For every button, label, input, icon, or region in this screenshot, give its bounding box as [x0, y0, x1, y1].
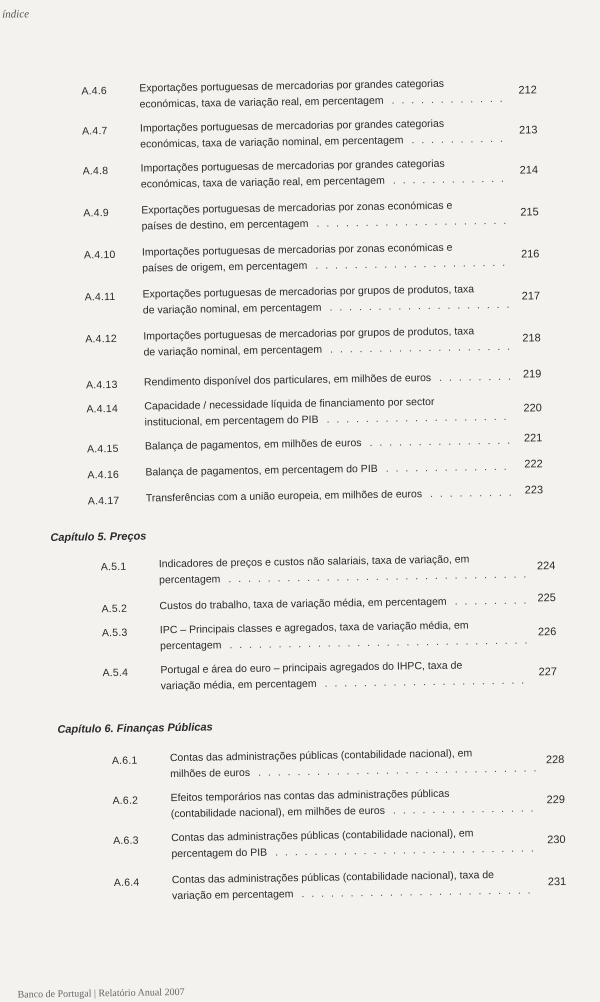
entry-title-line1	[140, 118, 444, 135]
entry-title-text: percentagem	[160, 639, 222, 653]
entry-title-text: Importações portuguesas de mercadorias por zonas económicas e	[141, 241, 453, 259]
entry-page-number: 221	[523, 432, 543, 445]
entry-code: A.4.13	[85, 378, 118, 392]
entry-title-text: (contabilidade nacional), em milhões de euros	[170, 804, 386, 821]
entry-title-text: Custos do trabalho, taxa de variação média, em percentagem	[159, 595, 447, 613]
entry-title-line2	[142, 257, 507, 275]
leader-dots: . . . . . . . . . . . . . . .	[369, 434, 513, 449]
entry-title-text: Efeitos temporários nas contas das administrações públicas	[170, 787, 450, 805]
entry-title-text: económicas, taxa de variação real, em percentagem	[140, 174, 385, 191]
toc-entry[interactable]	[5, 323, 600, 368]
entry-title-text: países de origem, em percentagem	[142, 259, 308, 275]
leader-dots: . . . . . . . . . . . . . . . . . . .	[329, 298, 512, 314]
entry-title-text: Balança de pagamentos, em percentagem do PIB	[145, 462, 378, 479]
leader-dots: . . . . . . . . . . . . . . . . . . . . . . . .	[301, 884, 533, 901]
entry-page-number: 228	[545, 753, 565, 767]
entry-page-number: 223	[524, 484, 544, 497]
entry-title-text: Importações portuguesas de mercadorias por grandes categorias	[140, 157, 445, 175]
entry-code: A.4.8	[82, 165, 109, 178]
entry-code: A.4.11	[84, 290, 116, 304]
entry-code: A.4.12	[85, 332, 117, 346]
entry-code: A.6.1	[111, 754, 138, 768]
leader-dots: . . . . . . . . . . . . . . . . . . . . . . . . . . . . . . .	[229, 634, 530, 652]
entry-title-line2	[140, 93, 505, 111]
entry-code: A.5.4	[102, 666, 129, 680]
entry-title-text: Rendimento disponível dos particulares, em milhões de euros	[143, 371, 432, 389]
entry-page-number: 213	[518, 124, 538, 137]
entry-title-line1	[139, 78, 444, 95]
entry-title-text: países de destino, em percentagem	[141, 217, 309, 233]
entry-page-number: 222	[524, 458, 543, 471]
entry-title-line1	[141, 200, 452, 217]
leader-dots: . . . . . . . . . . . .	[391, 92, 505, 107]
entry-title-line2	[171, 842, 536, 860]
leader-dots: . . . . . . . . . . . . .	[385, 460, 509, 475]
entry-title-line2	[160, 634, 529, 652]
toc-entry[interactable]	[13, 825, 600, 870]
entry-title-line1	[159, 594, 528, 612]
entry-page-number: 225	[537, 592, 556, 605]
entry-code: A.6.3	[113, 834, 139, 848]
entry-title-text: milhões de euros	[170, 766, 251, 781]
entry-code: A.6.2	[112, 794, 139, 808]
entry-code: A.5.3	[101, 626, 128, 640]
entry-page-number: 219	[522, 368, 542, 381]
toc-entry[interactable]	[12, 745, 600, 790]
entry-title-line1	[141, 158, 445, 175]
leader-dots: . . . . . . . . . . . . . . . . . . . .	[316, 214, 509, 230]
entry-title-line1	[170, 788, 449, 804]
entry-page-number: 217	[521, 290, 541, 303]
toc-entry[interactable]	[2, 115, 600, 160]
leader-dots: . . . . . . . . . . . . . . .	[392, 802, 536, 817]
entry-title-text: Importações portuguesas de mercadorias por grandes categorias	[139, 117, 445, 135]
entry-title-line2	[161, 675, 527, 693]
entry-title-line1	[144, 371, 513, 389]
entry-title-line2	[145, 411, 509, 429]
entry-page-number: 230	[547, 833, 566, 847]
entry-code: A.5.2	[101, 602, 128, 616]
entry-title-text: variação média, em percentagem	[160, 677, 317, 693]
entry-page-number: 231	[547, 875, 567, 889]
entry-title-line2	[141, 173, 506, 191]
entry-title-line1	[159, 553, 470, 570]
entry-title-line2	[140, 133, 505, 151]
entry-title-text: Balança de pagamentos, em milhões de euros	[144, 437, 362, 453]
entry-title-text: Contas das administrações públicas (contabilidade nacional), em	[171, 827, 474, 845]
leader-dots: . . . . . . . . .	[429, 486, 514, 501]
entry-page-number: 215	[520, 206, 539, 219]
entry-code: A.4.6	[81, 85, 108, 98]
entry-title-line2	[170, 762, 538, 780]
entry-title-line1	[143, 325, 474, 342]
entry-title-line2	[141, 215, 508, 233]
entry-title-line1	[160, 660, 462, 677]
entry-code: A.4.10	[83, 248, 116, 262]
entry-title-text: Exportações portuguesas de mercadorias por zonas económicas e	[141, 199, 453, 217]
chapter-5-title: Capítulo 5. Preços	[50, 530, 147, 544]
entry-page-number: 212	[518, 84, 537, 97]
leader-dots: . . . . . . . . . . . . . . . . . . . . . . . . . . . . . . .	[228, 568, 529, 586]
entry-title-line1	[170, 747, 472, 764]
entry-title-line2	[159, 568, 528, 586]
entry-page-number: 227	[538, 666, 558, 679]
toc-entry[interactable]	[12, 785, 600, 830]
page-footer: Banco de Portugal | Relatório Anual 2007	[17, 986, 185, 1001]
toc-entry[interactable]	[10, 657, 600, 702]
entry-title-line1	[145, 435, 512, 453]
toc-entry[interactable]	[3, 155, 600, 200]
entry-title-line2	[143, 341, 512, 359]
entry-title-text: Indicadores de preços e custos não salariais, taxa de variação, em	[158, 553, 470, 571]
entry-page-number: 224	[536, 560, 556, 573]
entry-title-text: económicas, taxa de variação real, em percentagem	[139, 94, 384, 111]
entry-title-text: IPC – Principais classes e agregados, taxa de variação média, em	[159, 619, 469, 637]
entry-title-text: de variação nominal, em percentagem	[143, 343, 323, 359]
entry-page-number: 226	[537, 626, 557, 639]
entry-page-number: 229	[546, 793, 566, 807]
toc-entry[interactable]	[14, 867, 600, 912]
leader-dots: . . . . . . . . . . . . . . . . . . .	[330, 340, 513, 356]
entry-title-line1	[142, 242, 453, 259]
entry-page-number: 216	[520, 248, 540, 261]
entry-page-number: 220	[523, 402, 542, 415]
leader-dots: . . . . . . . . . .	[411, 132, 505, 147]
leader-dots: . . . . . . . . . . . . . . . . . . . .	[315, 256, 508, 272]
entry-title-text: Capacidade / necessidade líquida de financiamento por sector	[144, 395, 435, 413]
entry-title-text: Contas das administrações públicas (contabilidade nacional), em	[169, 747, 473, 765]
toc-entry[interactable]	[1, 75, 600, 120]
entry-code: A.4.17	[87, 494, 120, 508]
entry-code: A.5.1	[100, 560, 127, 574]
entry-title-line1	[171, 827, 473, 844]
entry-title-text: institucional, em percentagem do PIB	[144, 413, 319, 429]
entry-title-text: económicas, taxa de variação nominal, em percentagem	[140, 134, 404, 151]
toc-entry[interactable]	[3, 197, 600, 242]
entry-title-text: de variação nominal, em percentagem	[142, 301, 322, 317]
entry-title-text: Importações portuguesas de mercadorias por grupos de produtos, taxa	[143, 325, 475, 343]
entry-code: A.4.15	[86, 442, 119, 456]
entry-title-line1	[146, 487, 514, 505]
entry-title-line2	[171, 802, 536, 820]
entry-title-text: percentagem	[159, 573, 221, 587]
entry-code: A.4.14	[86, 402, 119, 416]
entry-code: A.6.4	[113, 876, 140, 890]
entry-title-text: Exportações portuguesas de mercadorias por grupos de produtos, taxa	[142, 283, 475, 301]
page-header: índice	[2, 8, 30, 21]
entry-title-line2	[172, 884, 533, 902]
leader-dots: . . . . . . . . . . . .	[392, 172, 507, 187]
entry-title-line1	[145, 461, 508, 479]
entry-title-line2	[143, 299, 512, 317]
entry-title-text: percentagem do PIB	[171, 846, 268, 861]
leader-dots: . . . . . . . . . . . . . . . . . . . . .	[324, 674, 527, 690]
entry-page-number: 218	[522, 332, 541, 345]
toc-entry[interactable]	[5, 281, 600, 326]
entry-title-text: Exportações portuguesas de mercadorias por grandes categorias	[139, 77, 445, 95]
entry-code: A.4.16	[87, 468, 120, 482]
entry-title-line1	[143, 283, 475, 300]
entry-code: A.4.7	[81, 125, 108, 138]
toc-entry[interactable]	[4, 239, 600, 284]
leader-dots: . . . . . . . . . . . . . . . . . . . . . . . . . . . . .	[258, 762, 539, 779]
leader-dots: . . . . . . . . . . . . . . . . . . .	[326, 410, 509, 426]
leader-dots: . . . . . . . .	[454, 594, 529, 608]
chapter-6-title: Capítulo 6. Finanças Públicas	[57, 721, 213, 736]
leader-dots: . . . . . . . . . . . . . . . . . . . . . . . . . . .	[275, 842, 536, 859]
entry-title-text: Transferências com a união europeia, em milhões de euros	[145, 488, 423, 505]
entry-code: A.4.9	[83, 207, 109, 220]
entry-title-text: Contas das administrações públicas (contabilidade nacional), taxa de	[171, 869, 495, 887]
entry-title-text: Portugal e área do euro – principais agregados do IHPC, taxa de	[160, 659, 463, 677]
entry-page-number: 214	[519, 164, 539, 177]
leader-dots: . . . . . . . .	[439, 370, 513, 384]
entry-title-text: variação em percentagem	[171, 888, 294, 903]
entry-title-line1	[172, 869, 494, 886]
